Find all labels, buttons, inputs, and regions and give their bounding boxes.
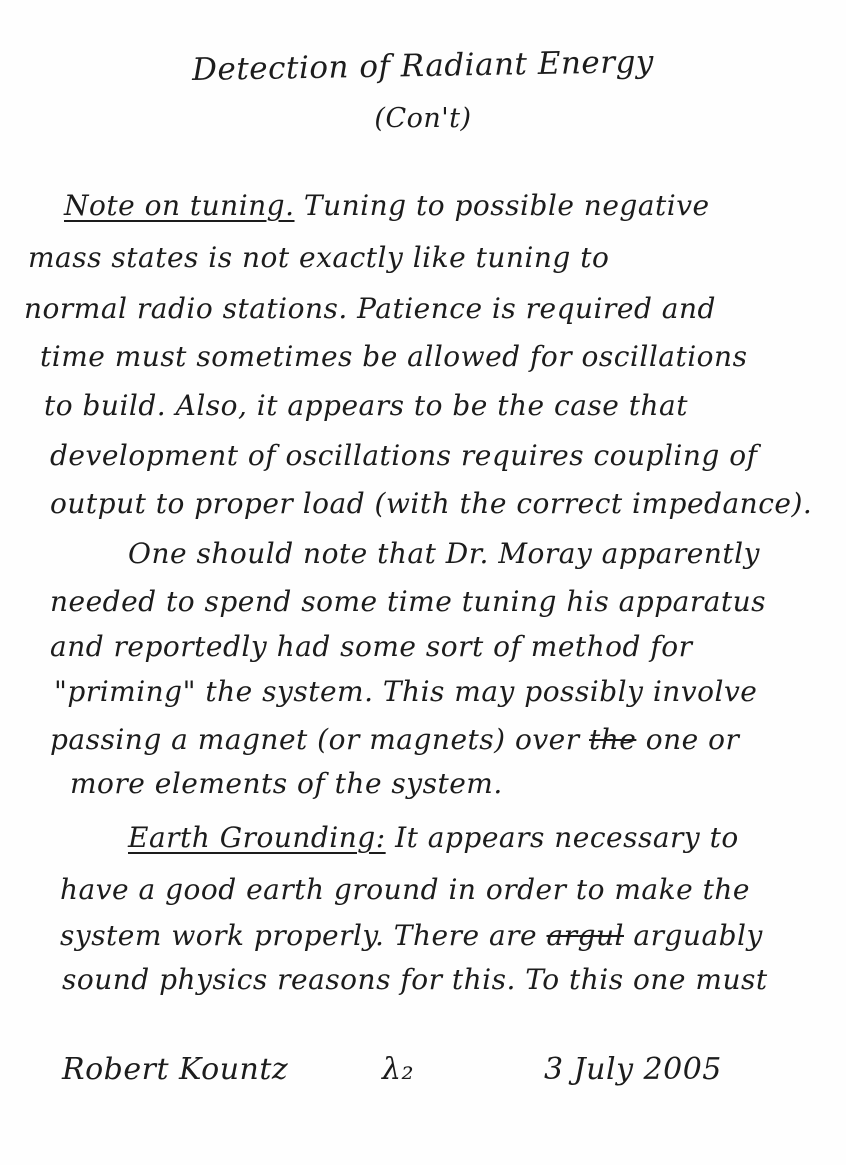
earth-line-2: have a good earth ground in order to make the: [60, 873, 750, 906]
earth-line-3: [60, 919, 763, 952]
earth-line-3b: arguably: [633, 919, 763, 952]
moray-line-4: "priming" the system. This may possibly involve: [54, 675, 758, 708]
earth-line-1: [128, 821, 739, 854]
moray-line-5b: one or: [645, 723, 740, 756]
earth-line-3a: system work properly. There are: [60, 919, 538, 952]
tuning-line-4: time must sometimes be allowed for oscillations: [40, 340, 748, 373]
moray-line-6: more elements of the system.: [70, 767, 503, 800]
tuning-line-1-text: Tuning to possible negative: [303, 189, 710, 222]
moray-line-5: [50, 723, 740, 756]
footer-author: Robert Kountz: [62, 1052, 289, 1087]
tuning-line-1: [64, 189, 710, 222]
moray-struck-word: the: [589, 723, 637, 756]
earth-heading: Earth Grounding:: [128, 821, 386, 854]
tuning-heading: Note on tuning.: [64, 189, 295, 222]
tuning-line-3: normal radio stations. Patience is required and: [24, 292, 716, 325]
tuning-line-5: to build. Also, it appears to be the case that: [44, 389, 688, 422]
earth-line-4: sound physics reasons for this. To this one must: [62, 963, 768, 996]
moray-line-3: and reportedly had some sort of method for: [50, 630, 693, 663]
page-title: Detection of Radiant Energy: [191, 43, 655, 89]
earth-line-1-text: It appears necessary to: [395, 821, 739, 854]
tuning-line-2: mass states is not exactly like tuning to: [28, 241, 610, 274]
tuning-line-7: output to proper load (with the correct impedance).: [50, 487, 813, 520]
footer-date: 3 July 2005: [544, 1052, 722, 1087]
earth-struck-word: argul: [546, 919, 624, 952]
moray-line-5a: passing a magnet (or magnets) over: [50, 723, 580, 756]
tuning-line-6: development of oscillations requires coupling of: [50, 439, 758, 472]
moray-line-1: One should note that Dr. Moray apparently: [128, 537, 760, 570]
page-subtitle: (Con't): [374, 103, 472, 134]
footer-page-mark: λ₂: [382, 1052, 415, 1087]
moray-line-2: needed to spend some time tuning his apparatus: [50, 585, 767, 618]
